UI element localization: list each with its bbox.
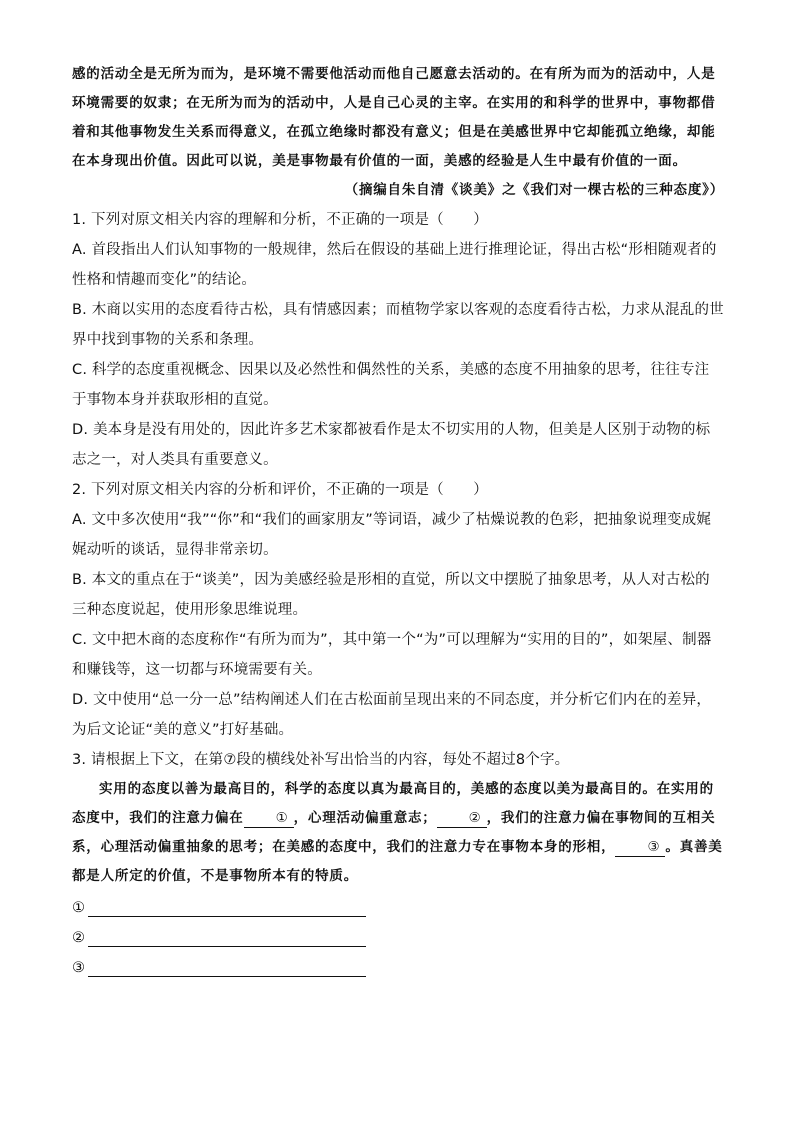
answer-row-2 — [72, 923, 724, 953]
question-1-option-b: B. 木商以实用的态度看待古松，具有情感因素；而植物学家以客观的态度看待古松，力求从混乱的世界中找到事物的关系和条理。 — [72, 302, 724, 348]
answer-line-2[interactable] — [88, 930, 366, 947]
question-1-option-d: D. 美本身是没有用处的，因此许多艺术家都被看作是太不切实用的人物，但美是人区别于动物的标志之一，对人类具有重要意义。 — [72, 422, 711, 468]
answer-line-1[interactable] — [88, 900, 366, 917]
question-2-option-d: D. 文中使用“总一分一总”结构阐述人们在古松面前呈现出来的不同态度，并分析它们内在的差异，为后文论证“美的意义”打好基础。 — [72, 692, 712, 738]
question-2 — [72, 475, 724, 745]
q3-text-3: ，我们的注意力偏在事物间的互相关系，心理活动偏重抽象的思考；在美感的态度中，我们的注意力专在事物本身的形相， — [72, 810, 716, 855]
q3-blank-3: ③ — [615, 838, 665, 857]
question-2-stem: 2. 下列对原文相关内容的分析和评价，不正确的一项是（ ） — [72, 482, 488, 498]
answer-row-3 — [72, 953, 724, 983]
question-1-option-a: A. 首段指出人们认知事物的一般规律，然后在假设的基础上进行推理论证，得出古松“形相随观者的性格和情趣而变化”的结论。 — [72, 242, 717, 288]
question-1-stem: 1. 下列对原文相关内容的理解和分析，不正确的一项是（ ） — [72, 212, 488, 228]
answer-label-2: ② — [72, 930, 85, 946]
question-2-option-a: A. 文中多次使用“我”“你”和“我们的画家朋友”等词语，减少了枯燥说教的色彩，把抽象说理变成娓娓动听的谈话，显得非常亲切。 — [72, 512, 712, 558]
question-2-option-c: C. 文中把木商的态度称作“有所为而为”，其中第一个“为”可以理解为“实用的目的”，如架屋、制器和赚钱等，这一切都与环境需要有关。 — [72, 632, 712, 678]
answer-area — [72, 893, 724, 983]
answer-line-3[interactable] — [88, 960, 366, 977]
q3-text-4: 。真善美都是人所定的价值，不是事物所本有的特质。 — [72, 839, 723, 884]
answer-row-1 — [72, 893, 724, 923]
question-1 — [72, 205, 724, 475]
passage-source: （摘编自朱自清《谈美》之《我们对一棵古松的三种态度》） — [344, 182, 724, 198]
document-page — [72, 60, 724, 983]
passage-paragraph: 感的活动全是无所为而为，是环境不需要他活动而他自己愿意去活动的。在有所为而为的活动中，人是环境需要的奴隶；在无所为而为的活动中，人是自己心灵的主宰。在实用的和科学的世界中，事物都借着和其他事物发生关系而得意义，在孤立绝缘时都没有意义；但是在美感世界中它却能孤立绝缘，却能在本身现出价值。因此可以说，美是事物最有价值的一面，美感的经验是人生中最有价值的一面。 — [72, 66, 716, 169]
question-1-option-c: C. 科学的态度重视概念、因果以及必然性和偶然性的关系，美感的态度不用抽象的思考，往往专注于事物本身并获取形相的直觉。 — [72, 362, 710, 408]
answer-label-3: ③ — [72, 960, 85, 976]
answer-label-1: ① — [72, 900, 85, 916]
q3-text-1: 实用的态度以善为最高目的，科学的态度以真为最高目的，美感的态度以美为最高目的。在实用的态度中，我们的注意力偏在 — [72, 781, 714, 826]
question-3-passage — [72, 775, 724, 891]
question-2-option-b: B. 本文的重点在于“谈美”，因为美感经验是形相的直觉，所以文中摆脱了抽象思考，从人对古松的三种态度说起，使用形象思维说理。 — [72, 572, 710, 618]
question-3 — [72, 745, 724, 983]
question-3-stem: 3. 请根据上下文，在第⑦段的横线处补写出恰当的内容，每处不超过8个字。 — [72, 752, 570, 768]
q3-blank-2: ② — [437, 809, 487, 828]
q3-text-2: ，心理活动偏重意志； — [293, 810, 437, 826]
q3-blank-1: ① — [244, 809, 294, 828]
